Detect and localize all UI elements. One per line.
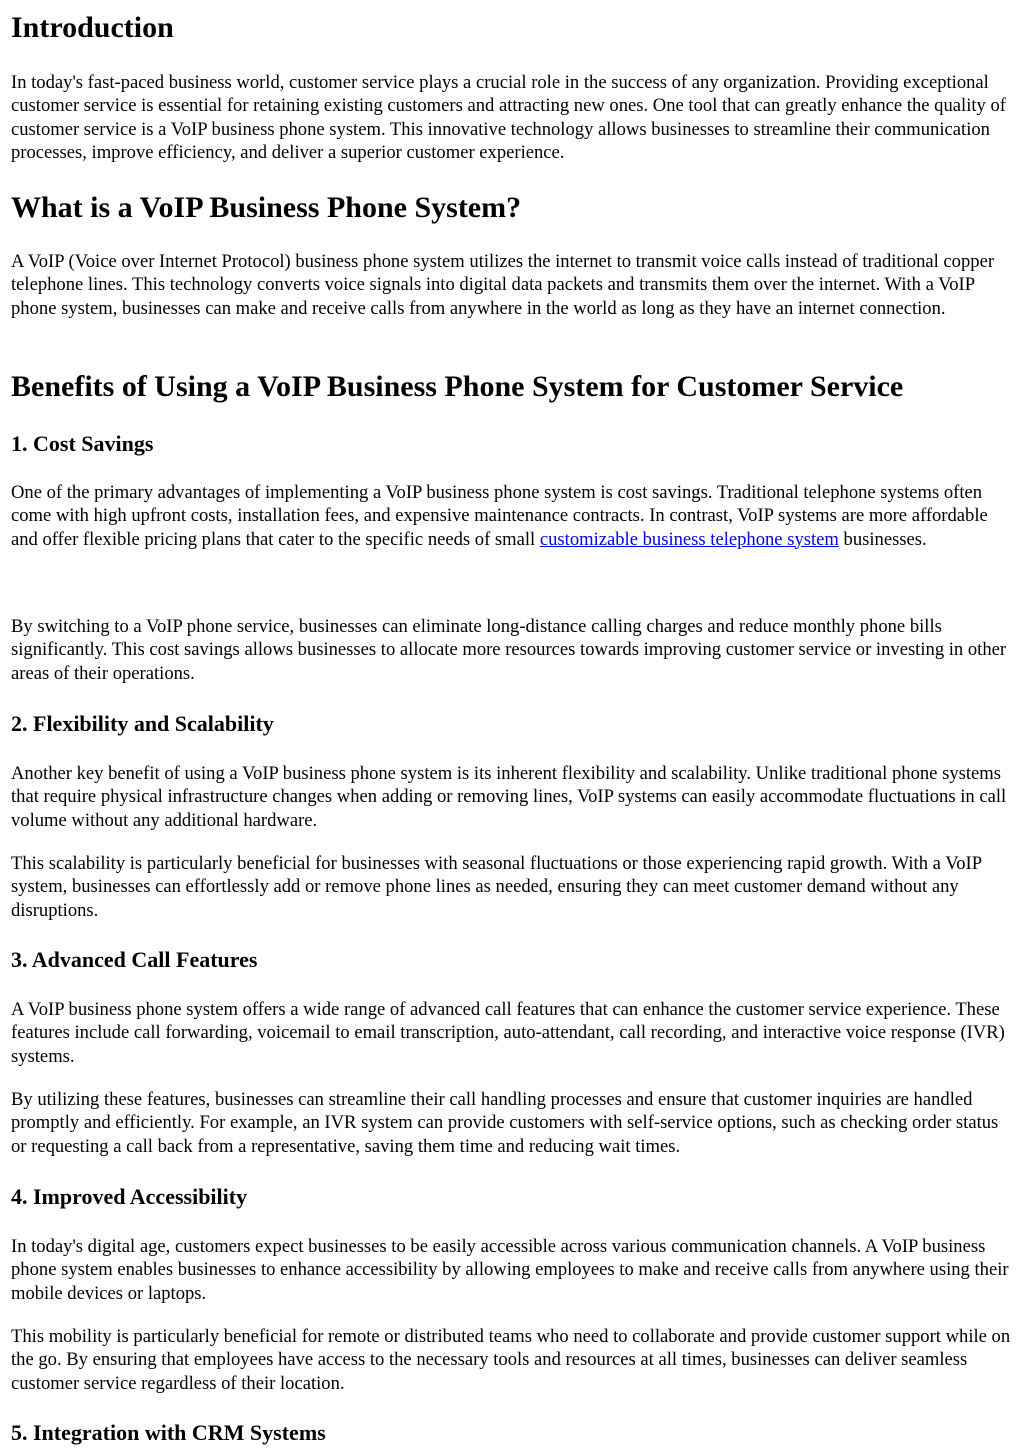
heading-benefits: Benefits of Using a VoIP Business Phone System for Customer Service — [11, 370, 904, 403]
paragraph-introduction: In today's fast-paced business world, customer service plays a crucial role in the success of any organization. Providing exceptional customer service is essential for retaining existing customers and attracting new ones. One tool that can greatly enhance the quality of customer service is a VoIP business phone system. This innovative technology allows businesses to streamline their communication processes, improve efficiency, and deliver a superior customer experience. — [11, 72, 1006, 163]
heading-crm-integration: 5. Integration with CRM Systems — [11, 1420, 326, 1445]
heading-flexibility-scalability: 2. Flexibility and Scalability — [11, 711, 274, 736]
paragraph-flexibility-1: Another key benefit of using a VoIP business phone system is its inherent flexibility and scalability. Unlike traditional phone systems that require physical infrastructure changes when adding or removing lines, VoIP systems can easily accommodate fluctuations in call volume without any additional hardware. — [11, 763, 1007, 831]
cost-text-after: businesses. — [838, 528, 927, 550]
cost-text-before: One of the primary advantages of implementing a VoIP business phone system is cost savings. Traditional telephone systems often come with high upfront costs, installation fees, and expensive maintenance contracts. In contrast, VoIP systems are more affordable and offer flexible pricing plans that cater to the specific needs of small — [11, 482, 988, 550]
heading-what-is-voip: What is a VoIP Business Phone System? — [11, 191, 522, 224]
paragraph-accessibility-1: In today's digital age, customers expect businesses to be easily accessible across various communication channels. A VoIP business phone system enables businesses to enhance accessibility by allowing employees to make and receive calls from anywhere using their mobile devices or laptops. — [11, 1236, 1009, 1304]
paragraph-what-is-voip: A VoIP (Voice over Internet Protocol) business phone system utilizes the internet to transmit voice calls instead of traditional copper telephone lines. This technology converts voice signals into digital data packets and transmits them over the internet. With a VoIP phone system, businesses can make and receive calls from anywhere in the world as long as they have an internet connection. — [11, 251, 995, 319]
paragraph-advanced-features-1: A VoIP business phone system offers a wide range of advanced call features that can enhance the customer service experience. These features include call forwarding, voicemail to email transcription, auto-attendant, call recording, and interactive voice response (IVR) systems. — [11, 999, 1005, 1067]
heading-improved-accessibility: 4. Improved Accessibility — [11, 1184, 248, 1209]
heading-advanced-call-features: 3. Advanced Call Features — [11, 947, 258, 972]
paragraph-advanced-features-2: By utilizing these features, businesses can streamline their call handling processes and ensure that customer inquiries are handled promptly and efficiently. For example, an IVR system can provide customers with self-service options, such as checking order status or requesting a call back from a representative, saving them time and reducing wait times. — [11, 1089, 999, 1157]
heading-introduction: Introduction — [11, 11, 174, 44]
paragraph-cost-savings-1 — [11, 481, 1012, 551]
paragraph-flexibility-2: This scalability is particularly beneficial for businesses with seasonal fluctuations or those experiencing rapid growth. With a VoIP system, businesses can effortlessly add or remove phone lines as needed, ensuring they can meet customer demand without any disruptions. — [11, 853, 982, 921]
paragraph-cost-savings-2: By switching to a VoIP phone service, businesses can eliminate long-distance calling charges and reduce monthly phone bills significantly. This cost savings allows businesses to allocate more resources towards improving customer service or investing in other areas of their operations. — [11, 616, 1007, 684]
customizable-business-telephone-system-link[interactable]: customizable business telephone system — [539, 528, 839, 550]
heading-cost-savings: 1. Cost Savings — [11, 431, 154, 456]
paragraph-accessibility-2: This mobility is particularly beneficial for remote or distributed teams who need to collaborate and provide customer support while on the go. By ensuring that employees have access to the necessary tools and resources at all times, businesses can deliver seamless customer service regardless of their location. — [11, 1326, 1011, 1394]
